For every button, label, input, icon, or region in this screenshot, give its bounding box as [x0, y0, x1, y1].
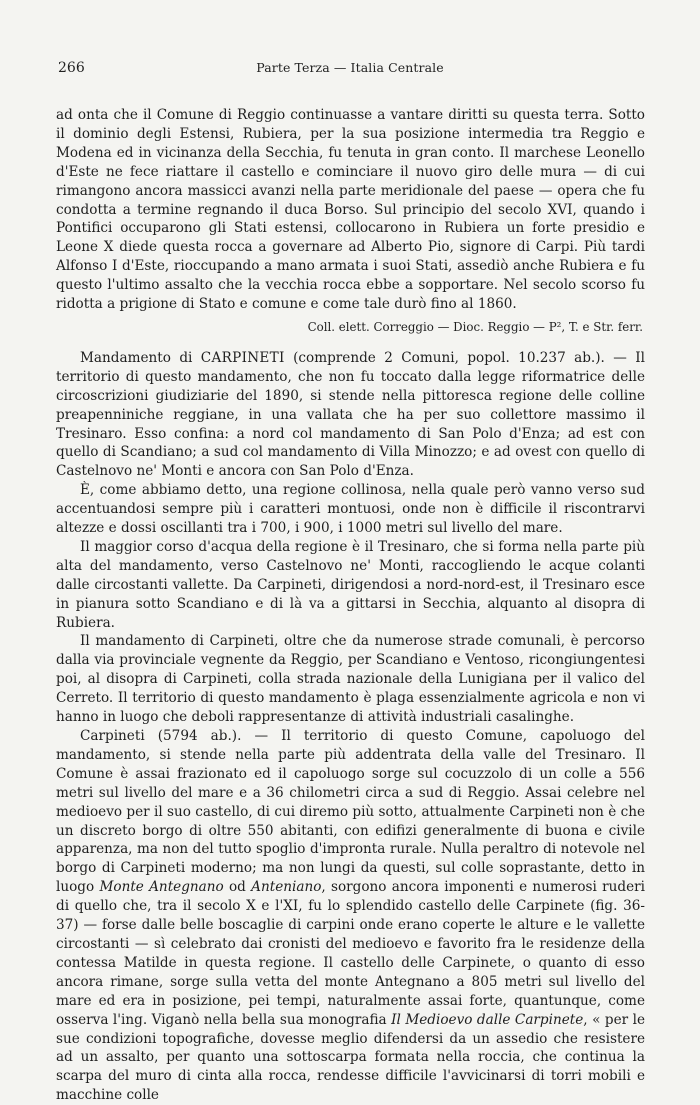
page-number: 266	[58, 60, 85, 76]
mandamento-name: CARPINETI	[200, 349, 285, 366]
paragraph-roads: Il mandamento di Carpineti, oltre che da numerose strade comunali, è percorso dalla via provinciale vegnente da Reggio, per Scandiano e Ventoso, ricongiungentesi poi, al disopra di Carpineti, colla strada nazionale della Lunigiana per il valico del Cerreto. Il territorio di questo mandamento è plaga essenzialmente agricola e non vi hanno in luogo che deboli rappresentanze di attività industriali casalinghe.	[56, 633, 645, 726]
paragraph-region-description: È, come abbiamo detto, una regione collinosa, nella quale però vanno verso sud accentuandosi sempre più i caratteri montuosi, onde non è difficile il riscontrarvi altezze e dossi oscillanti tra i 700, i 900, i 1000 metri sul livello del mare.	[56, 482, 645, 537]
paragraph-tresinaro: Il maggior corso d'acqua della regione è il Tresinaro, che si forma nella parte più alta del mandamento, verso Castelnovo ne' Monti, raccogliendo le acque colanti dalle circostanti vallette. Da Carpineti, dirigendosi a nord-nord-est, il Tresinaro esce in pianura sotto Scandiano e di là va a gittarsi in Secchia, alquanto al disopra di Rubiera.	[56, 538, 645, 631]
carpineti-text-b: od	[223, 879, 252, 896]
carpineti-text-d: , « per le sue condizioni topografiche, dovesse meglio difendersi da un assedio che resistere ad un assalto, per quanto una sottoscarpa formata nella roccia, che continua la scarpa del muro di cinta alla rocca, rendesse difficile l'avvicinarsi di torri mobili e macchine colle	[56, 1011, 645, 1104]
mandamento-text: (comprende 2 Comuni, popol. 10.237 ab.). — Il territorio di questo mandamento, che non fu toccato dalla legge riformatrice delle circoscrizioni giudiziarie del 1890, si stende nella pittoresca regione delle colline preapenniniche reggiane, in una vallata che ha per suo collettore massimo il Tresinaro. Esso confina: a nord col mandamento di San Polo d'Enza; ad est con quello di Scandiano; a sud col mandamento di Villa Minozzo; e ad ovest con quello di Castelnovo ne' Monti e ancora con San Polo d'Enza.	[56, 349, 645, 480]
body-text	[56, 106, 645, 1105]
carpineti-text-c: , sorgono ancora imponenti e numerosi ruderi di quello che, tra il secolo X e l'XI, fu lo splendido castello delle Carpinete (fig. 36-37) — forse dalle belle boscaglie di carpini onde erano coperte le alture e le vallette circostanti — sì celebrato dai cronisti del medioevo e favorito fra le residenze della contessa Matilde in questa regione. Il castello delle Carpinete, o quanto di esso ancora rimane, sorge sulla vetta del monte Antegnano a 805 metri sul livello del mare ed era in posizione, pei tempi, naturalmente assai forte, quantunque, come osserva l'ing. Viganò nella bella sua monografia	[56, 879, 645, 1028]
paragraph-rubiera-history: ad onta che il Comune di Reggio continuasse a vantare diritti su questa terra. Sotto il dominio degli Estensi, Rubiera, per la sua posizione intermedia tra Reggio e Modena ed in vicinanza della Secchia, fu tenuta in gran conto. Il marchese Leonello d'Este ne fece riattare il castello e cominciare il nuovo giro delle mura — di cui rimangono ancora massicci avanzi nella parte meridionale del paese — opera che fu condotta a termine regnando il duca Borso. Sul principio del secolo XVI, quando i Pontifici occuparono gli Stati estensi, collocarono in Rubiera un forte presidio e Leone X diede questa rocca a governare ad Alberto Pio, signore di Carpi. Più tardi Alfonso I d'Este, rioccupando a mano armata i suoi Stati, assediò anche Rubiera e fu questo l'ultimo assalto che la vecchia rocca ebbe a sopportare. Nel secolo scorso fu ridotta a prigione di Stato e comune e come tale durò fino al 1860.	[56, 107, 645, 313]
running-head	[56, 60, 644, 80]
electoral-citation: Coll. elett. Correggio — Dioc. Reggio — P², T. e Str. ferr.	[307, 319, 643, 334]
anteniano-term: Anteniano	[251, 879, 322, 896]
mandamento-lead: Mandamento di	[80, 349, 201, 366]
running-title: Parte Terza — Italia Centrale	[256, 60, 444, 75]
paragraph-carpineti-comune	[56, 727, 645, 1105]
paragraph-mandamento-carpineti	[56, 349, 645, 481]
carpineti-text-a: (5794 ab.). — Il territorio di questo Comune, capoluogo del mandamento, si stende nella parte più addentrata della valle del Tresinaro. Il Comune è assai frazionato ed il capoluogo sorge sul cocuzzolo di un colle a 556 metri sul livello del mare e a 36 chilometri circa a sud di Reggio. Assai celebre nel medioevo per il suo castello, di cui diremo più sotto, attualmente Carpineti non è che un discreto borgo di oltre 550 abitanti, con edifizi generalmente di buona e civile apparenza, ma non del tutto spoglio d'impronta rurale. Nulla peraltro di notevole nel borgo di Carpineti moderno; ma non lungi da questi, sul colle soprastante, detto in luogo	[56, 728, 645, 896]
monograph-title: Il Medioevo dalle Carpinete	[391, 1011, 584, 1028]
monte-antegnano-term: Monte Antegnano	[99, 879, 224, 896]
carpineti-lead: Carpineti	[80, 728, 145, 744]
